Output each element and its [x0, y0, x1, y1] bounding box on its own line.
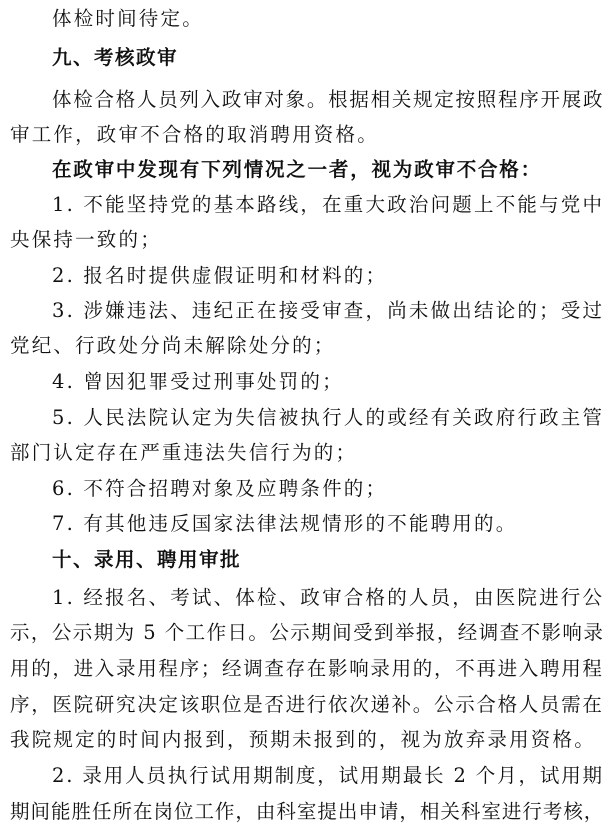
- paragraph-line: 示，公示期为 5 个工作日。公示期间受到举报，经调查不影响录: [10, 621, 605, 644]
- list-item: 3. 涉嫌违法、违纪正在接受审查，尚未做出结论的；受过: [52, 299, 605, 322]
- section-heading-10: 十、录用、聘用审批: [52, 548, 242, 571]
- list-item: 4. 曾因犯罪受过刑事处罚的；: [52, 370, 344, 393]
- text-line: 体检时间待定。: [52, 7, 204, 30]
- paragraph-line: 1. 经报名、考试、体检、政审合格的人员，由医院进行公: [52, 586, 605, 609]
- paragraph-line: 体检合格人员列入政审对象。根据相关规定按照程序开展政: [52, 88, 605, 111]
- paragraph-line: 2. 录用人员执行试用期制度，试用期最长 2 个月，试用期: [52, 764, 604, 787]
- list-item: 1. 不能坚持党的基本路线，在重大政治问题上不能与党中: [52, 193, 605, 216]
- list-item-continuation: 部门认定存在严重违法失信行为的；: [10, 441, 358, 464]
- section-heading-9: 九、考核政审: [52, 46, 179, 69]
- list-item: 2. 报名时提供虚假证明和材料的；: [52, 264, 388, 287]
- paragraph-line: 期间能胜任所在岗位工作，由科室提出申请，相关科室进行考核，: [10, 800, 605, 823]
- paragraph-line: 用的，进入录用程序；经调查存在影响录用的，不再进入聘用程: [10, 657, 604, 680]
- list-item: 7. 有其他违反国家法律法规情形的不能聘用的。: [52, 512, 518, 535]
- emphasis-line: 在政审中发现有下列情况之一者，视为政审不合格：: [52, 158, 542, 181]
- list-item-continuation: 央保持一致的；: [10, 228, 162, 251]
- paragraph-line: 序，医院研究决定该职位是否进行依次递补。公示合格人员需在: [10, 693, 604, 716]
- list-item: 5. 人民法院认定为失信被执行人的或经有关政府行政主管: [52, 406, 605, 429]
- paragraph-line: 审工作，政审不合格的取消聘用资格。: [10, 123, 379, 146]
- list-item-continuation: 党纪、行政处分尚未解除处分的；: [10, 334, 336, 357]
- paragraph-line: 我院规定的时间内报到，预期未报到的，视为放弃录用资格。: [10, 728, 596, 751]
- list-item: 6. 不符合招聘对象及应聘条件的；: [52, 477, 388, 500]
